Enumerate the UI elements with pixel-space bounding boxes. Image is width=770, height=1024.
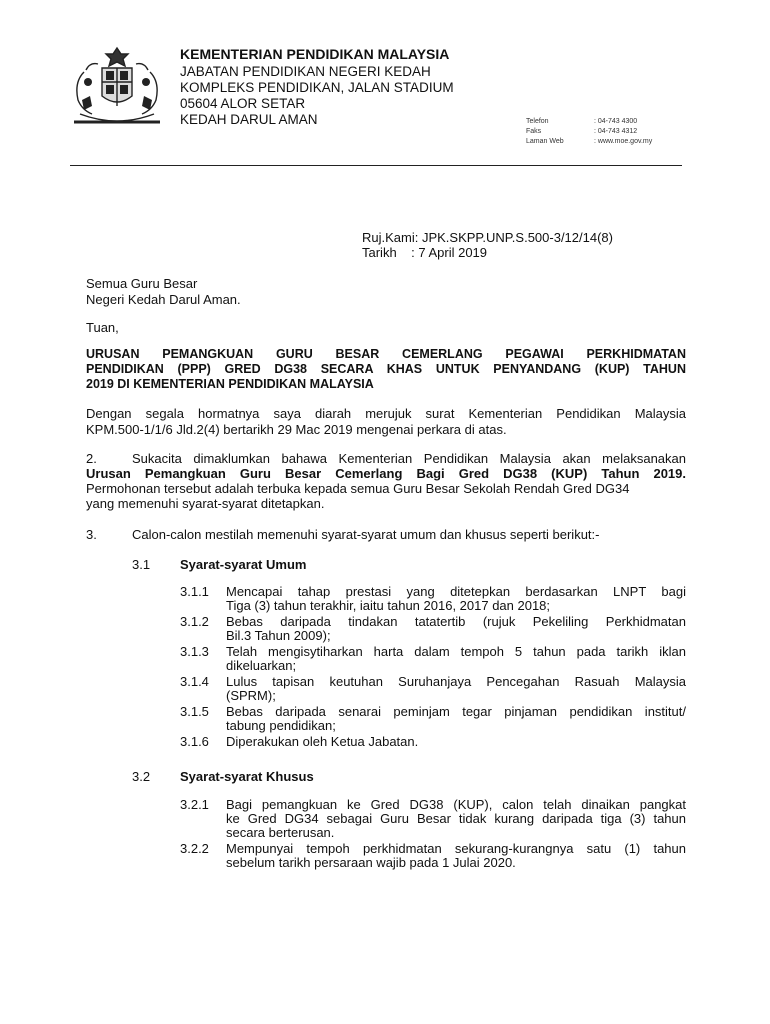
reference-number: Ruj.Kami: JPK.SKPP.UNP.S.500-3/12/14(8) bbox=[362, 230, 613, 245]
address-line-3: KEDAH DARUL AMAN bbox=[180, 112, 318, 127]
section-3-1-item-text: Lulus tapisan keutuhan Suruhanjaya Pencegahan Rasuah Malaysia bbox=[226, 674, 686, 689]
subject-line-3: 2019 DI KEMENTERIAN PENDIDIKAN MALAYSIA bbox=[86, 377, 374, 391]
recipient-line-1: Semua Guru Besar bbox=[86, 276, 198, 291]
section-3-1-item-text: (SPRM); bbox=[226, 688, 276, 703]
address-line-1: KOMPLEKS PENDIDIKAN, JALAN STADIUM bbox=[180, 80, 454, 95]
section-3-2-item-text: secara berterusan. bbox=[226, 825, 335, 840]
para1-line-1: Dengan segala hormatnya saya diarah merujuk surat Kementerian Pendidikan Malaysia bbox=[86, 406, 686, 421]
section-3-1-item-text: Bebas daripada tindakan tatatertib (rujuk Pekeliling Perkhidmatan bbox=[226, 614, 686, 629]
para2-line-2: Urusan Pemangkuan Guru Besar Cemerlang Bagi Gred DG38 (KUP) Tahun 2019. bbox=[86, 466, 686, 481]
contact-faks: Faks : 04-743 4312 bbox=[526, 128, 638, 135]
salutation: Tuan, bbox=[86, 320, 119, 335]
section-3-1-title: Syarat-syarat Umum bbox=[180, 557, 307, 572]
section-3-2-title: Syarat-syarat Khusus bbox=[180, 769, 314, 784]
para2-number: 2. bbox=[86, 451, 97, 466]
section-3-1-item-number: 3.1.3 bbox=[180, 644, 209, 659]
section-3-2-item-number: 3.2.2 bbox=[180, 841, 209, 856]
section-3-1-item-number: 3.1.5 bbox=[180, 704, 209, 719]
section-3-2-item-number: 3.2.1 bbox=[180, 797, 209, 812]
para3-number: 3. bbox=[86, 527, 97, 542]
letterhead-divider bbox=[70, 165, 682, 166]
para3-text: Calon-calon mestilah memenuhi syarat-syarat umum dan khusus seperti berikut:- bbox=[132, 527, 600, 542]
contact-telefon: Telefon : 04-743 4300 bbox=[526, 118, 638, 125]
section-3-2-item-text: sebelum tarikh persaraan wajib pada 1 Julai 2020. bbox=[226, 855, 516, 870]
section-3-1-number: 3.1 bbox=[132, 557, 151, 572]
subject-line-1: URUSAN PEMANGKUAN GURU BESAR CEMERLANG PEGAWAI PERKHIDMATAN bbox=[86, 347, 686, 361]
para2-line-4: yang memenuhi syarat-syarat ditetapkan. bbox=[86, 496, 325, 511]
section-3-2-item-text: Bagi pemangkuan ke Gred DG38 (KUP), calon telah dinaikan pangkat bbox=[226, 797, 686, 812]
section-3-1-item-text: Bil.3 Tahun 2009); bbox=[226, 628, 331, 643]
section-3-1-item-text: Telah mengisytiharkan harta dalam tempoh 5 tahun pada tarikh iklan bbox=[226, 644, 686, 659]
section-3-1-item-text: Diperakukan oleh Ketua Jabatan. bbox=[226, 734, 419, 749]
ministry-name: KEMENTERIAN PENDIDIKAN MALAYSIA bbox=[180, 46, 450, 62]
coat-of-arms-icon bbox=[62, 42, 172, 134]
section-3-1-item-text: Tiga (3) tahun terakhir, iaitu tahun 2016, 2017 dan 2018; bbox=[226, 598, 551, 613]
para2-line-1: Sukacita dimaklumkan bahawa Kementerian Pendidikan Malaysia akan melaksanakan bbox=[132, 451, 686, 466]
para2-line-3: Permohonan tersebut adalah terbuka kepada semua Guru Besar Sekolah Rendah Gred DG34 bbox=[86, 481, 630, 496]
section-3-2-number: 3.2 bbox=[132, 769, 151, 784]
section-3-1-item-text: dikeluarkan; bbox=[226, 658, 297, 673]
section-3-2-item-text: ke Gred DG34 sebagai Guru Besar tidak kurang daripada tiga (3) tahun bbox=[226, 811, 686, 826]
section-3-1-item-number: 3.1.1 bbox=[180, 584, 209, 599]
section-3-1-item-number: 3.1.2 bbox=[180, 614, 209, 629]
letter-date: Tarikh : 7 April 2019 bbox=[362, 245, 488, 260]
department-name: JABATAN PENDIDIKAN NEGERI KEDAH bbox=[180, 64, 431, 79]
recipient-line-2: Negeri Kedah Darul Aman. bbox=[86, 292, 241, 307]
section-3-1-item-text: Bebas daripada senarai peminjam tegar pinjaman pendidikan institut/ bbox=[226, 704, 686, 719]
section-3-1-item-text: tabung pendidikan; bbox=[226, 718, 336, 733]
contact-web: Laman Web : www.moe.gov.my bbox=[526, 138, 653, 145]
para1-line-2: KPM.500-1/1/6 Jld.2(4) bertarikh 29 Mac 2019 mengenai perkara di atas. bbox=[86, 422, 507, 437]
subject-line-2: PENDIDIKAN (PPP) GRED DG38 SECARA KHAS UNTUK PENYANDANG (KUP) TAHUN bbox=[86, 362, 686, 376]
address-line-2: 05604 ALOR SETAR bbox=[180, 96, 306, 111]
section-3-1-item-number: 3.1.4 bbox=[180, 674, 209, 689]
section-3-1-item-number: 3.1.6 bbox=[180, 734, 209, 749]
section-3-1-item-text: Mencapai tahap prestasi yang ditetepkan berdasarkan LNPT bagi bbox=[226, 584, 686, 599]
section-3-2-item-text: Mempunyai tempoh perkhidmatan sekurang-kurangnya satu (1) tahun bbox=[226, 841, 686, 856]
